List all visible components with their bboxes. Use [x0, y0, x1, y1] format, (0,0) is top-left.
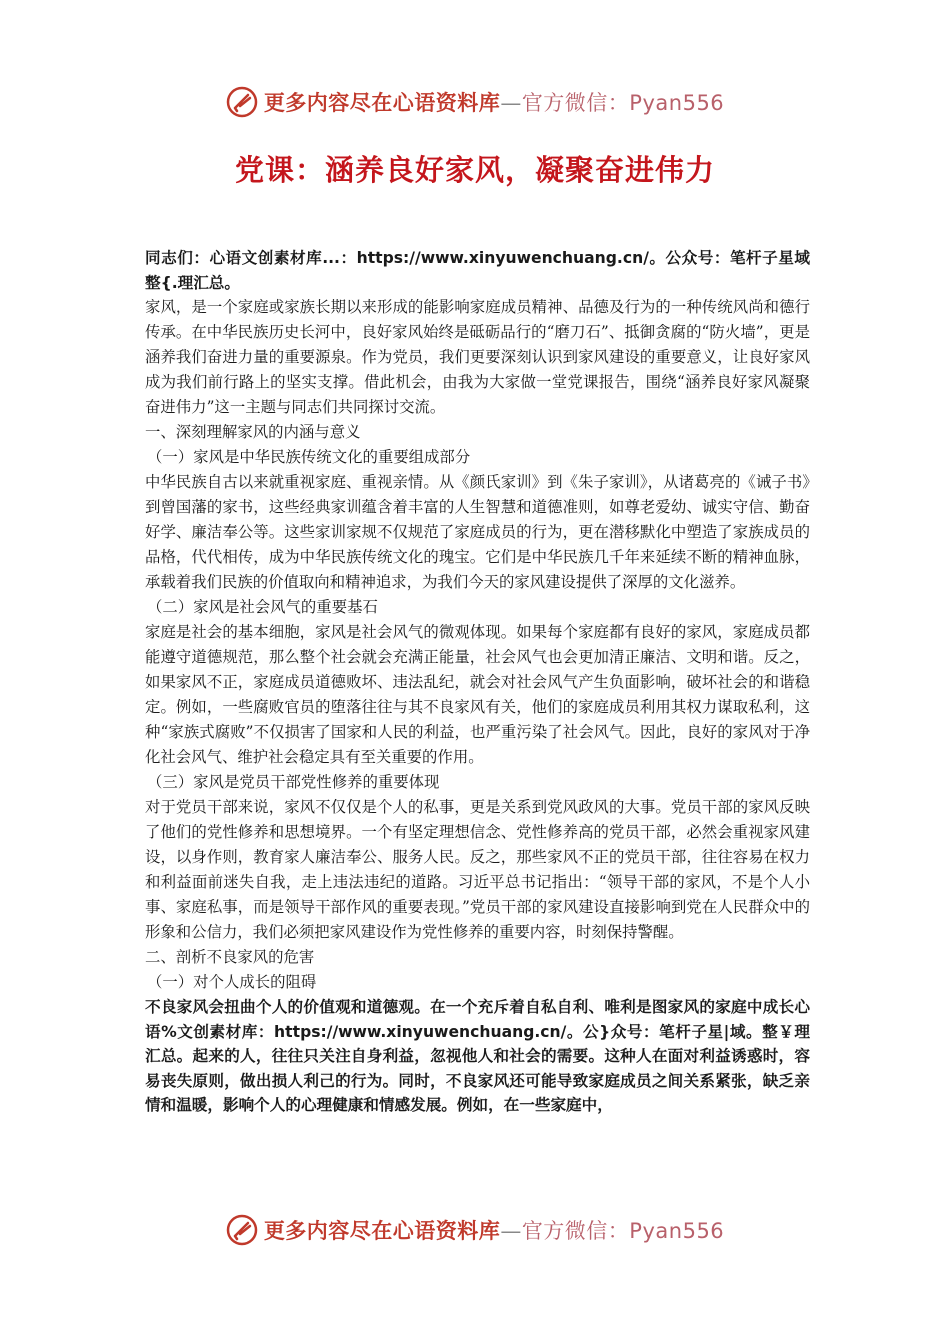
- brand-logo-icon: [226, 1214, 258, 1246]
- body-paragraph: 家风，是一个家庭或家族长期以来形成的能影响家庭成员精神、品德及行为的一种传统风尚和德行传承。在中华民族历史长河中，良好家风始终是砥砺品行的“磨刀石”、抵御贪腐的“防火墙”，更是涵养我们奋进力量的重要源泉。作为党员，我们更要深刻认识到家风建设的重要意义，让良好家风成为我们前行路上的坚实支撑。借此机会，由我为大家做一堂党课报告，围绕“涵养良好家风凝聚奋进伟力”这一主题与同志们共同探讨交流。: [145, 298, 810, 416]
- banner-dash: —: [500, 91, 522, 115]
- subsection-heading: （一）家风是中华民族传统文化的重要组成部分: [147, 448, 471, 466]
- banner-brand-text: 更多内容尽在心语资料库: [263, 1219, 501, 1243]
- banner-text: [264, 1215, 724, 1245]
- brand-logo-icon: [226, 86, 258, 118]
- banner-dash: —: [500, 1219, 522, 1243]
- banner-brand-text: 更多内容尽在心语资料库: [263, 91, 501, 115]
- banner-text: [264, 87, 724, 117]
- section-heading: 一、深刻理解家风的内涵与意义: [145, 423, 361, 441]
- header-watermark-banner: [0, 82, 950, 122]
- body-paragraph: 家庭是社会的基本细胞，家风是社会风气的微观体现。如果每个家庭都有良好的家风，家庭成员都能遵守道德规范，那么整个社会就会充满正能量，社会风气也会更加清正廉洁、文明和谐。反之，如果家风不正，家庭成员道德败坏、违法乱纪，就会对社会风气产生负面影响，破坏社会的和谐稳定。例如，一些腐败官员的堕落往往与其不良家风有关，他们的家庭成员利用其权力谋取私利，这种“家族式腐败”不仅损害了国家和人民的利益，也严重污染了社会风气。因此，良好的家风对于净化社会风气、维护社会稳定具有至关重要的作用。: [145, 623, 810, 766]
- banner-wechat-text: 官方微信：Pyan556: [521, 91, 725, 115]
- section-heading: 二、剖析不良家风的危害: [145, 948, 315, 966]
- banner-wechat-text: 官方微信：Pyan556: [521, 1219, 725, 1243]
- body-paragraph: 对于党员干部来说，家风不仅仅是个人的私事，更是关系到党风政风的大事。党员干部的家风反映了他们的党性修养和思想境界。一个有坚定理想信念、党性修养高的党员干部，必然会重视家风建设，以身作则，教育家人廉洁奉公、服务人民。反之，那些家风不正的党员干部，往往容易在权力和利益面前迷失自我，走上违法违纪的道路。习近平总书记指出：“领导干部的家风，不是个人小事、家庭私事，而是领导干部作风的重要表现。”党员干部的家风建设直接影响到党在人民群众中的形象和公信力，我们必须把家风建设作为党性修养的重要内容，时刻保持警醒。: [145, 798, 810, 941]
- subsection-heading: （二）家风是社会风气的重要基石: [147, 598, 378, 616]
- footer-watermark-banner: [0, 1210, 950, 1250]
- subsection-heading: （一）对个人成长的阻碍: [147, 973, 317, 991]
- subsection-heading: （三）家风是党员干部党性修养的重要体现: [147, 773, 440, 791]
- body-paragraph: 同志们：心语文创素材库...：https://www.xinyuwenchuang.cn/。公众号：笔杆子星域整{.理汇总。: [145, 249, 810, 292]
- document-body: [145, 246, 810, 1118]
- document-title: 党课：涵养良好家风，凝聚奋进伟力: [234, 153, 715, 187]
- body-paragraph: 中华民族自古以来就重视家庭、重视亲情。从《颜氏家训》到《朱子家训》，从诸葛亮的《诫子书》到曾国藩的家书，这些经典家训蕴含着丰富的人生智慧和道德准则，如尊老爱幼、诚实守信、勤奋好学、廉洁奉公等。这些家训家规不仅规范了家庭成员的行为，更在潜移默化中塑造了家族成员的品格，代代相传，成为中华民族传统文化的瑰宝。它们是中华民族几千年来延续不断的精神血脉，承载着我们民族的价值取向和精神追求，为我们今天的家风建设提供了深厚的文化滋养。: [145, 473, 810, 591]
- body-paragraph: 不良家风会扭曲个人的价值观和道德观。在一个充斥着自私自利、唯利是图家风的家庭中成长心语%文创素材库：https://www.xinyuwenchuang.cn/。公}众号：笔杆子星|域。整￥理汇总。起来的人，往往只关注自身利益，忽视他人和社会的需要。这种人在面对利益诱惑时，容易丧失原则，做出损人利己的行为。同时，不良家风还可能导致家庭成员之间关系紧张，缺乏亲情和温暖，影响个人的心理健康和情感发展。例如，在一些家庭中，: [145, 998, 810, 1114]
